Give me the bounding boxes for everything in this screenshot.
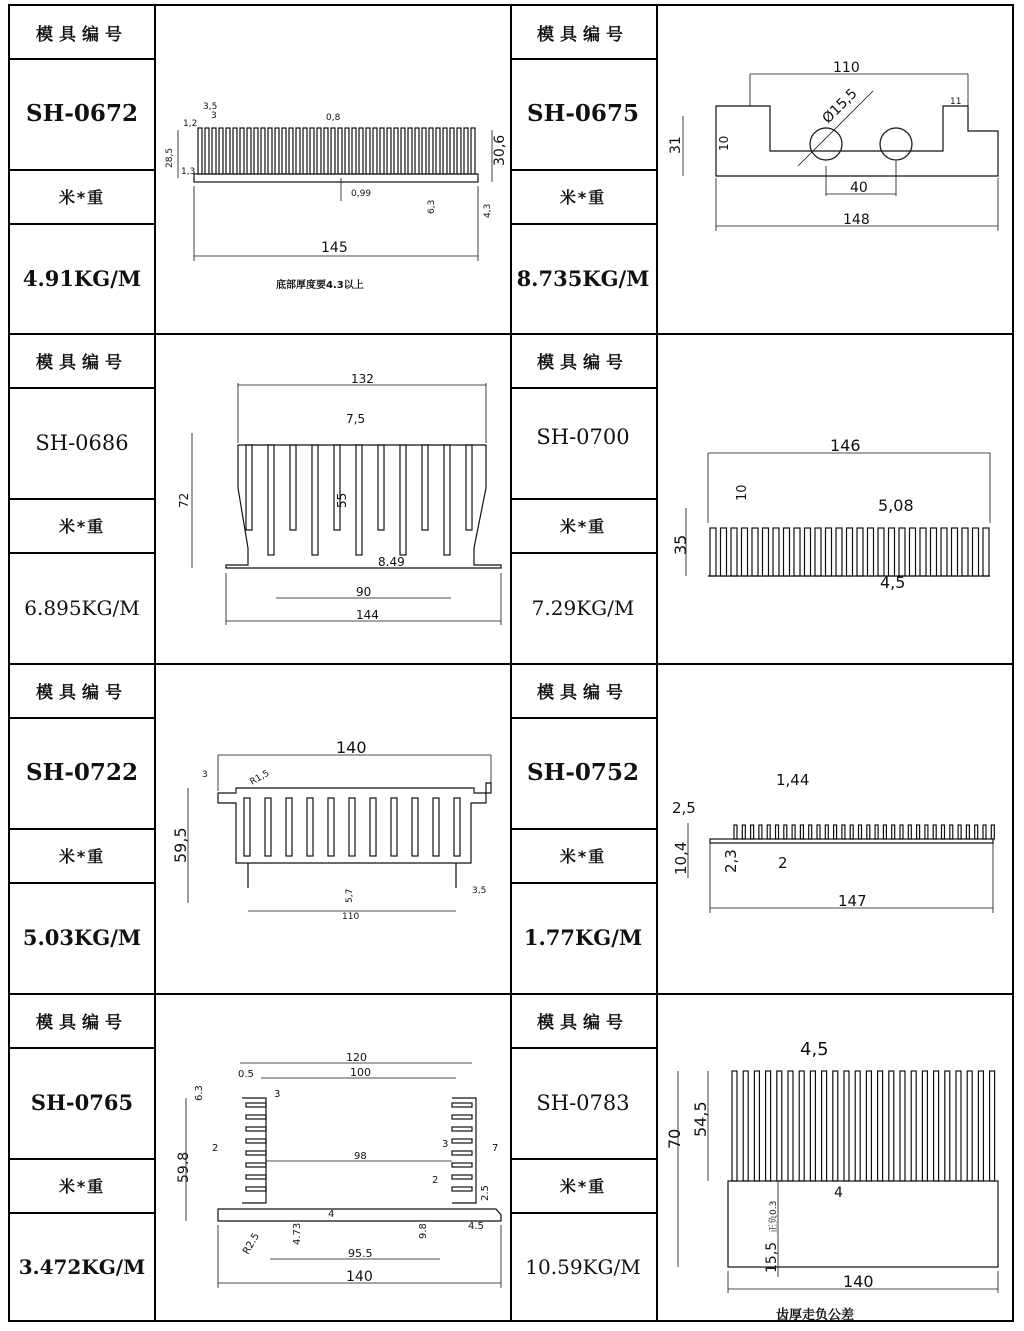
dim-lip: 6.3 xyxy=(194,1085,205,1101)
profile-drawing-sh-0675 xyxy=(658,6,1012,333)
fin xyxy=(233,128,237,174)
fin xyxy=(452,1151,472,1155)
dim-base-width: 95.5 xyxy=(348,1247,373,1260)
fin xyxy=(983,825,986,839)
mold-code: SH-0722 xyxy=(26,759,138,786)
fin xyxy=(345,128,349,174)
dim-post-h: 9.8 xyxy=(418,1223,429,1239)
fin xyxy=(429,128,433,174)
dim-radius: R1,5 xyxy=(248,768,272,788)
fin xyxy=(742,825,745,839)
fin xyxy=(983,528,989,576)
fin xyxy=(370,798,376,856)
dim-tab: 11 xyxy=(950,97,962,107)
fin xyxy=(784,528,790,576)
dim-base-th: 5,7 xyxy=(345,888,355,903)
dim-hole-pitch: 40 xyxy=(850,180,868,196)
profile-drawing-sh-0672 xyxy=(156,6,510,333)
fin xyxy=(450,128,454,174)
fin xyxy=(817,825,820,839)
dim-inner-width: 100 xyxy=(350,1066,371,1079)
fin xyxy=(296,128,300,174)
fin xyxy=(246,1151,266,1155)
fin xyxy=(836,528,842,576)
fin xyxy=(466,445,472,530)
fin xyxy=(328,798,334,856)
weight-value: 3.472KG/M xyxy=(18,1255,146,1279)
fin xyxy=(952,528,958,576)
fin xyxy=(422,128,426,174)
drawing-svg xyxy=(156,993,510,1322)
fin xyxy=(422,445,428,530)
fin xyxy=(777,1071,782,1181)
fin xyxy=(244,798,250,856)
fin xyxy=(844,1071,849,1181)
fin xyxy=(978,1071,983,1181)
fin xyxy=(990,1071,995,1181)
fin xyxy=(767,825,770,839)
dim-gap: 4,5 xyxy=(880,573,906,592)
fin xyxy=(710,528,716,576)
fin xyxy=(268,445,274,555)
fin xyxy=(433,798,439,856)
mold-code: SH-0752 xyxy=(527,759,639,786)
dim-base: 2,3 xyxy=(722,849,740,873)
dim-overall-width: 146 xyxy=(830,436,861,455)
fin xyxy=(349,798,355,856)
dim-gap: 2 xyxy=(778,854,788,872)
fin xyxy=(408,128,412,174)
drawing-svg xyxy=(156,663,510,993)
weight-label: 米*重 xyxy=(58,516,106,536)
dim-fin-len: 55 xyxy=(335,492,349,508)
fin xyxy=(212,128,216,174)
dim-base-note: 正负0.3 xyxy=(769,1200,779,1233)
fin xyxy=(246,1163,266,1167)
profile-drawing-sh-0722 xyxy=(156,663,510,993)
dim-width: 145 xyxy=(321,240,348,256)
profile-drawing-sh-0783 xyxy=(658,993,1012,1322)
fin xyxy=(289,128,293,174)
weight-value: 7.29KG/M xyxy=(531,595,635,620)
profile-outline xyxy=(716,106,998,176)
fin xyxy=(721,528,727,576)
dim-left-height: 28,5 xyxy=(165,147,175,168)
fin xyxy=(415,128,419,174)
fin xyxy=(412,798,418,856)
base-plate xyxy=(218,1209,501,1221)
fin xyxy=(950,825,953,839)
weight-label: 米*重 xyxy=(559,846,607,866)
fin xyxy=(240,128,244,174)
mold-code: SH-0765 xyxy=(30,1090,134,1115)
fin xyxy=(391,798,397,856)
fin xyxy=(247,128,251,174)
dim-height: 72 xyxy=(177,492,191,508)
fin xyxy=(847,528,853,576)
dim-base-left: 6,3 xyxy=(427,199,437,214)
fin xyxy=(268,128,272,174)
fin xyxy=(471,128,475,174)
fin xyxy=(303,128,307,174)
mold-code: SH-0783 xyxy=(536,1090,630,1115)
fin xyxy=(892,825,895,839)
fin xyxy=(822,1071,827,1181)
dim-gap: 8.49 xyxy=(378,555,405,569)
weight-label: 米*重 xyxy=(58,1176,106,1196)
fin xyxy=(373,128,377,174)
fin xyxy=(809,825,812,839)
dim-slot: 3 xyxy=(274,1089,281,1100)
fin xyxy=(394,128,398,174)
dim-side: 7 xyxy=(492,1143,499,1154)
dim-foot: 3,5 xyxy=(472,886,487,896)
mold-code: SH-0700 xyxy=(536,425,630,449)
fin xyxy=(766,1071,771,1181)
fin xyxy=(975,825,978,839)
fin xyxy=(452,1175,472,1179)
fin xyxy=(436,128,440,174)
fin xyxy=(754,1071,759,1181)
mold-no-label: 模具编号 xyxy=(537,682,629,703)
drawing-svg xyxy=(156,333,510,663)
fin xyxy=(751,825,754,839)
dim-height: 59.8 xyxy=(176,1151,192,1183)
profile-drawing-sh-0765 xyxy=(156,993,510,1322)
fin xyxy=(908,825,911,839)
dim-step: 10 xyxy=(717,135,731,151)
drawing-svg xyxy=(658,333,1012,663)
fin xyxy=(945,1071,950,1181)
dim-height: 10,4 xyxy=(672,841,690,875)
fin xyxy=(444,445,450,555)
dim-inner-width: 90 xyxy=(356,585,372,599)
mold-no-label: 模具编号 xyxy=(36,682,128,703)
weight-value: 5.03KG/M xyxy=(22,925,142,950)
fin xyxy=(966,825,969,839)
fin xyxy=(855,1071,860,1181)
fin xyxy=(400,445,406,555)
fin xyxy=(205,128,209,174)
dim-base: 15,5 xyxy=(764,1241,780,1273)
hole-right xyxy=(880,128,912,160)
fin xyxy=(931,528,937,576)
dim-fin-root: 0,99 xyxy=(351,189,372,199)
dim-fin-gap: 3 xyxy=(211,111,217,121)
fin xyxy=(246,445,252,530)
weight-value: 8.735KG/M xyxy=(516,265,650,291)
fin xyxy=(254,128,258,174)
fin xyxy=(826,528,832,576)
fin xyxy=(868,528,874,576)
dim-top-width: 110 xyxy=(833,60,860,76)
fin xyxy=(731,528,737,576)
base-plate xyxy=(194,174,478,182)
mold-no-label: 模具编号 xyxy=(537,1012,629,1033)
fin xyxy=(942,825,945,839)
fin xyxy=(443,128,447,174)
dim-height: 31 xyxy=(668,136,684,154)
fin xyxy=(246,1139,266,1143)
fin xyxy=(878,1071,883,1181)
profile-drawing-sh-0686 xyxy=(156,333,510,663)
fin xyxy=(743,1071,748,1181)
fin xyxy=(734,825,737,839)
dim-height: 30,6 xyxy=(492,134,508,166)
mold-code: SH-0672 xyxy=(26,100,138,127)
weight-label: 米*重 xyxy=(559,516,607,536)
fin xyxy=(226,128,230,174)
fin xyxy=(378,445,384,530)
dim-hole-dia: Ø15,5 xyxy=(819,85,861,127)
fin xyxy=(352,128,356,174)
fin xyxy=(331,128,335,174)
dim-rib: 2 xyxy=(432,1175,439,1186)
fin xyxy=(899,528,905,576)
dim-radius: R2.5 xyxy=(241,1231,263,1257)
dim-rib: 2 xyxy=(212,1143,219,1154)
fin xyxy=(307,798,313,856)
fin xyxy=(850,825,853,839)
note-text: 齿厚走负公差 xyxy=(776,1308,855,1323)
spec-sheet xyxy=(8,4,1014,1322)
mold-no-label: 模具编号 xyxy=(36,352,128,373)
fin xyxy=(878,528,884,576)
fin xyxy=(387,128,391,174)
fin xyxy=(310,128,314,174)
fin xyxy=(911,1071,916,1181)
weight-label: 米*重 xyxy=(559,187,607,207)
dim-edge: 1,2 xyxy=(183,119,198,129)
drawing-svg xyxy=(658,6,1012,333)
dim-post: 4.5 xyxy=(468,1221,484,1232)
dim-overall-width: 147 xyxy=(838,892,867,910)
fin xyxy=(286,798,292,856)
weight-label: 米*重 xyxy=(58,846,106,866)
fin xyxy=(825,825,828,839)
fin xyxy=(265,798,271,856)
fin xyxy=(246,1187,266,1191)
fin xyxy=(752,528,758,576)
fin xyxy=(889,1071,894,1181)
fin xyxy=(910,528,916,576)
fin xyxy=(219,128,223,174)
dim-base-edge: 1,3 xyxy=(181,167,196,177)
dim-groove: 4.73 xyxy=(292,1222,303,1245)
dim-fin-pitch: 3,5 xyxy=(203,102,218,112)
fin xyxy=(794,528,800,576)
fin xyxy=(842,825,845,839)
mold-code: SH-0686 xyxy=(35,430,129,455)
dim-overall-width: 140 xyxy=(336,738,367,757)
fin xyxy=(805,528,811,576)
mold-no-label: 模具编号 xyxy=(537,24,629,45)
fin xyxy=(464,128,468,174)
drawing-svg xyxy=(658,993,1012,1322)
fin xyxy=(261,128,265,174)
fin xyxy=(815,528,821,576)
fin xyxy=(454,798,460,856)
base-plate xyxy=(710,839,993,843)
fin xyxy=(917,825,920,839)
dim-pitch: 4,5 xyxy=(800,1039,829,1060)
dim-fin-th: 4 xyxy=(834,1185,843,1201)
fin xyxy=(991,825,994,839)
dim-height: 70 xyxy=(665,1128,684,1149)
fin xyxy=(452,1127,472,1131)
fin xyxy=(800,825,803,839)
fin xyxy=(317,128,321,174)
fin xyxy=(452,1163,472,1167)
dim-fin-spacing: 7,5 xyxy=(346,412,366,426)
fin xyxy=(857,528,863,576)
fin xyxy=(958,825,961,839)
fin xyxy=(246,1175,266,1179)
dim-pitch: 5,08 xyxy=(878,496,914,515)
fin xyxy=(941,528,947,576)
fin xyxy=(282,128,286,174)
fin xyxy=(452,1103,472,1107)
fin xyxy=(933,825,936,839)
fin xyxy=(356,445,362,555)
fin xyxy=(452,1187,472,1191)
dim-top-width: 132 xyxy=(351,372,374,386)
fin xyxy=(334,445,340,530)
fin xyxy=(776,825,779,839)
fin xyxy=(883,825,886,839)
dim-wall: 0.5 xyxy=(238,1069,254,1080)
mold-no-label: 模具编号 xyxy=(537,352,629,373)
fin xyxy=(452,1139,472,1143)
fin xyxy=(763,528,769,576)
weight-value: 4.91KG/M xyxy=(22,265,142,291)
fin xyxy=(366,128,370,174)
fin xyxy=(925,825,928,839)
note-text: 底部厚度要4.3以上 xyxy=(276,280,364,291)
profile-drawing-sh-0700 xyxy=(658,333,1012,663)
fin xyxy=(792,825,795,839)
fin xyxy=(290,445,296,530)
fin xyxy=(784,825,787,839)
fin xyxy=(246,1103,266,1107)
profile-drawing-sh-0752 xyxy=(658,663,1012,993)
fin xyxy=(934,1071,939,1181)
fin xyxy=(834,825,837,839)
mold-no-label: 模具编号 xyxy=(36,1012,128,1033)
fin xyxy=(338,128,342,174)
fin xyxy=(920,528,926,576)
dim-fin-len: 54,5 xyxy=(691,1101,710,1137)
weight-value: 1.77KG/M xyxy=(523,925,643,950)
dim-fin-th: 1,44 xyxy=(776,771,810,789)
dim-height: 35 xyxy=(671,534,690,555)
fin xyxy=(312,445,318,555)
fin xyxy=(889,528,895,576)
dim-overall-width: 148 xyxy=(843,212,870,228)
fin xyxy=(956,1071,961,1181)
dim-fin: 2.5 xyxy=(480,1185,491,1201)
fin xyxy=(900,1071,905,1181)
dim-height: 59,5 xyxy=(171,827,190,863)
weight-value: 6.895KG/M xyxy=(24,595,140,620)
mold-no-label: 模具编号 xyxy=(36,24,128,45)
dim-overall-width: 140 xyxy=(346,1269,373,1285)
fin xyxy=(742,528,748,576)
fin xyxy=(732,1071,737,1181)
fin xyxy=(457,128,461,174)
dim-overall-width: 144 xyxy=(356,608,379,622)
fin xyxy=(867,825,870,839)
dim-edge: 2,5 xyxy=(672,799,696,817)
fin xyxy=(246,1127,266,1131)
fin xyxy=(875,825,878,839)
dim-mid-width: 98 xyxy=(354,1151,367,1162)
fin xyxy=(246,1115,266,1119)
fin xyxy=(324,128,328,174)
dim-overall-width: 140 xyxy=(843,1272,874,1291)
fin xyxy=(810,1071,815,1181)
fin xyxy=(452,1115,472,1119)
fin xyxy=(380,128,384,174)
fin xyxy=(967,1071,972,1181)
dim-fin-tip: 0,8 xyxy=(326,113,341,123)
dim-base-th: 4 xyxy=(328,1209,335,1220)
dim-inner-width: 110 xyxy=(342,912,360,922)
fin xyxy=(962,528,968,576)
weight-label: 米*重 xyxy=(58,187,106,207)
dim-lip: 3 xyxy=(202,770,208,780)
fin xyxy=(799,1071,804,1181)
fin xyxy=(833,1071,838,1181)
dim-base-right: 4,3 xyxy=(483,203,493,218)
fin xyxy=(759,825,762,839)
mold-code: SH-0675 xyxy=(527,100,639,127)
hole-left xyxy=(810,128,842,160)
fin xyxy=(859,825,862,839)
fin xyxy=(922,1071,927,1181)
profile-outline xyxy=(226,445,501,568)
dim-base: 10 xyxy=(735,484,750,501)
dim-slot: 3 xyxy=(442,1139,449,1150)
fin xyxy=(401,128,405,174)
fin xyxy=(275,128,279,174)
weight-label: 米*重 xyxy=(559,1176,607,1196)
weight-value: 10.59KG/M xyxy=(525,1255,641,1279)
dim-outer-width: 120 xyxy=(346,1051,367,1064)
fin xyxy=(866,1071,871,1181)
fin xyxy=(198,128,202,174)
drawing-svg xyxy=(658,663,1012,993)
fin xyxy=(359,128,363,174)
fin xyxy=(773,528,779,576)
fin xyxy=(900,825,903,839)
fin xyxy=(973,528,979,576)
fin xyxy=(788,1071,793,1181)
